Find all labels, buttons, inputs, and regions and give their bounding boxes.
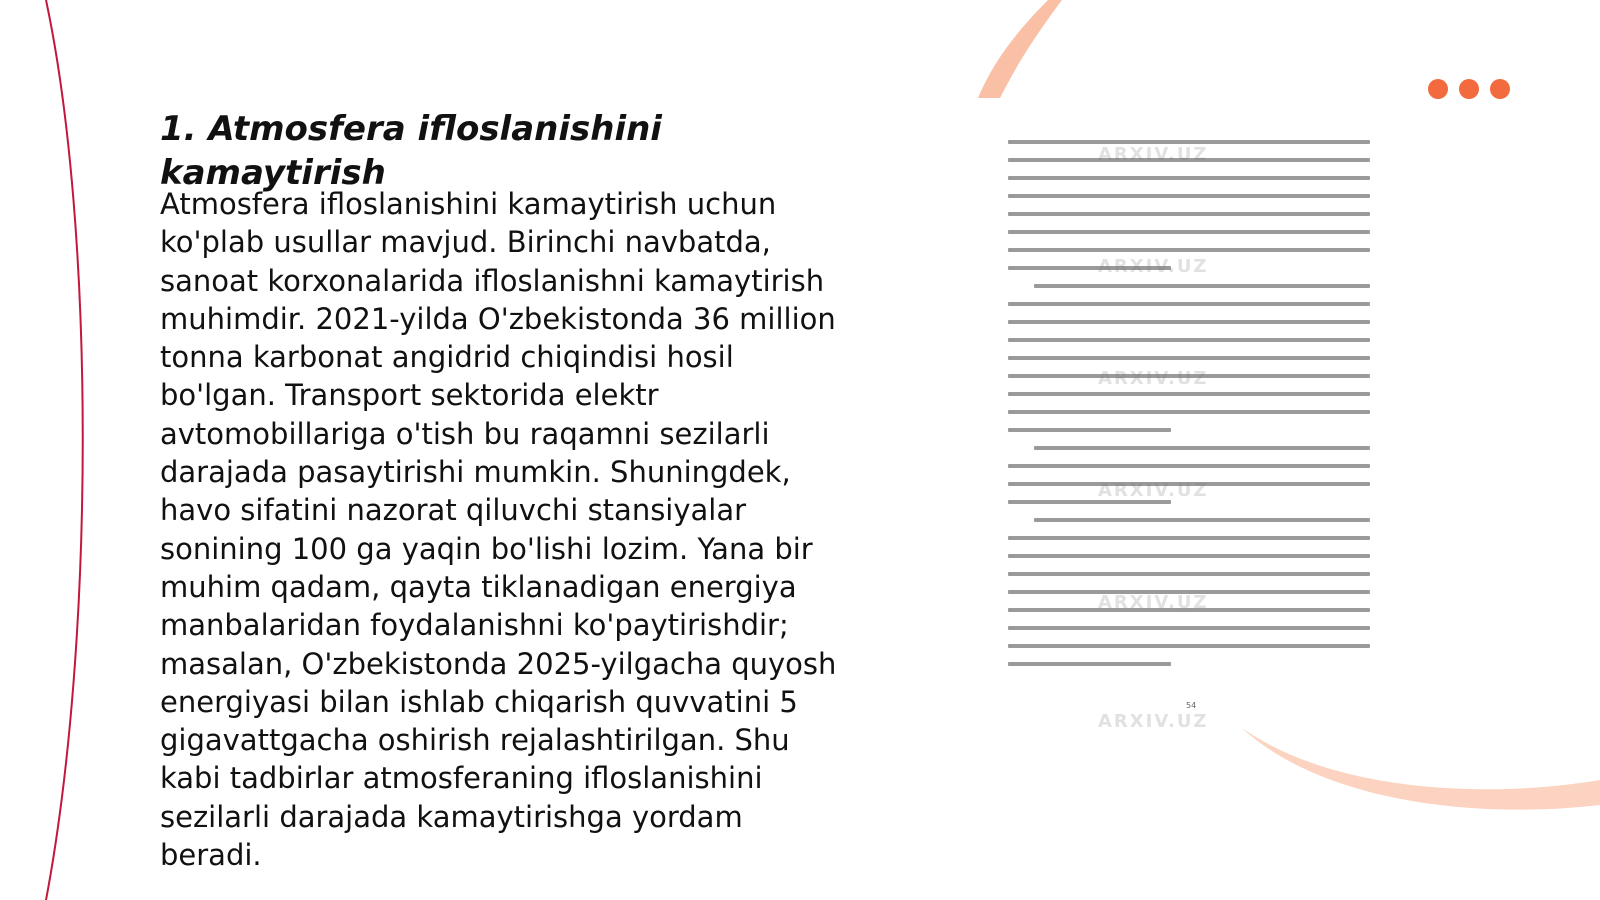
- document-text-line: [1008, 626, 1370, 630]
- document-text-line: [1008, 392, 1370, 396]
- menu-dots: [1428, 79, 1510, 99]
- document-text-line: [1008, 212, 1370, 216]
- document-text-line: [1008, 194, 1370, 198]
- document-text-line: [1008, 320, 1370, 324]
- document-text-line: [1008, 176, 1370, 180]
- document-text-line: [1008, 230, 1370, 234]
- watermark-text: ARXIV.UZ: [1098, 711, 1209, 732]
- document-text-line: [1008, 644, 1370, 648]
- dot-icon: [1459, 79, 1479, 99]
- document-text-line: [1008, 662, 1171, 666]
- left-decorative-curve: [0, 0, 120, 900]
- document-text-line: [1008, 572, 1370, 576]
- watermark-text: ARXIV.UZ: [1098, 480, 1209, 501]
- document-text-line: [1034, 518, 1370, 522]
- document-text-line: [1008, 464, 1370, 468]
- document-text-line: [1008, 536, 1370, 540]
- document-text-line: [1034, 446, 1370, 450]
- document-text-line: [1008, 410, 1370, 414]
- dot-icon: [1490, 79, 1510, 99]
- document-text-line: [1008, 428, 1171, 432]
- watermark-text: ARXIV.UZ: [1098, 256, 1209, 277]
- document-text-line: [1034, 284, 1370, 288]
- slide-body-text: Atmosfera ifloslanishini kamaytirish uchun ko'plab usullar mavjud. Birinchi navbatda, sanoat korxonalarida ifloslanishni kamaytirish muhimdir. 2021-yilda O'zbekistonda 36 million tonna karbonat angidrid chiqindisi hosil bo'lgan. Transport sektorida elektr avtomobillariga o'tish bu raqamni sezilarli darajada pasaytirishi mumkin. Shuningdek, havo sifatini nazorat qiluvchi stansiyalar sonining 100 ga yaqin bo'lishi lozim. Yana bir muhim qadam, qayta tiklanadigan energiya manbalaridan foydalanishni ko'paytirishdir; masalan, O'zbekistonda 2025-yilgacha quyosh energiyasi bilan ishlab chiqarish quvvatini 5 gigavattgacha oshirish rejalashtirilgan. Shu kabi tadbirlar atmosferaning ifloslanishini sezilarli darajada kamaytirishga yordam beradi.: [160, 187, 837, 873]
- dot-icon: [1428, 79, 1448, 99]
- document-text-line: [1008, 338, 1370, 342]
- page-number: 54: [1186, 701, 1197, 710]
- slide-title: 1. Atmosfera ifloslanishini kamaytirish: [160, 109, 662, 193]
- watermark-text: ARXIV.UZ: [1098, 144, 1209, 165]
- document-text-line: [1008, 356, 1370, 360]
- watermark-text: ARXIV.UZ: [1098, 592, 1209, 613]
- document-text-line: [1008, 248, 1370, 252]
- document-page-image: [1008, 136, 1370, 736]
- document-text-line: [1008, 302, 1370, 306]
- watermark-text: ARXIV.UZ: [1098, 368, 1209, 389]
- document-text-line: [1008, 554, 1370, 558]
